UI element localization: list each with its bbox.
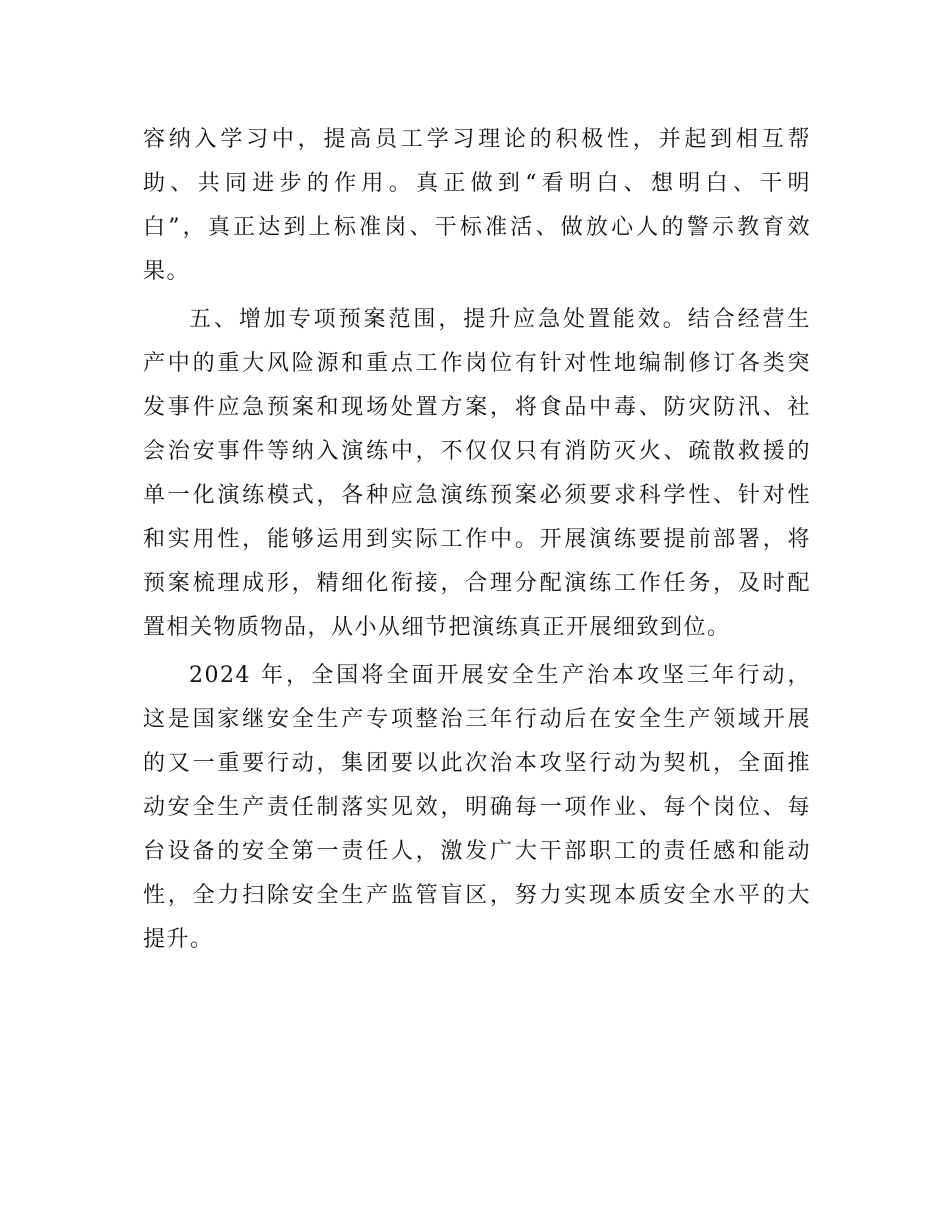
paragraph-2-line-2: 产中的重大风险源和重点工作岗位有针对性地编制修订各类突 [143,351,811,376]
paragraph-2-line-8: 置相关物质物品，从小从细节把演练真正开展细致到位。 [143,615,731,640]
paragraph-3-line-5: 台设备的安全第一责任人，激发广大干部职工的责任感和能动 [143,839,811,864]
paragraph-1-line-4: 果。 [143,259,191,284]
paragraph-1-line-1: 容纳入学习中，提高员工学习理论的积极性，并起到相互帮 [143,127,811,152]
paragraph-1-line-2: 助、共同进步的作用。真正做到“看明白、想明白、干明 [143,171,811,196]
paragraph-3-line-4: 动安全生产责任制落实见效，明确每一项作业、每个岗位、每 [143,795,811,820]
paragraph-2-line-5: 单一化演练模式，各种应急演练预案必须要求科学性、针对性 [143,483,811,508]
paragraph-3-line-2: 这是国家继安全生产专项整治三年行动后在安全生产领域开展 [143,707,811,732]
paragraph-2-line-1: 五、增加专项预案范围，提升应急处置能效。结合经营生 [189,307,811,332]
paragraph-3-line-6: 性，全力扫除安全生产监管盲区，努力实现本质安全水平的大 [143,883,811,908]
paragraph-2-line-3: 发事件应急预案和现场处置方案，将食品中毒、防灾防汛、社 [143,395,811,420]
paragraph-3-line-7: 提升。 [143,927,214,952]
paragraph-2-line-4: 会治安事件等纳入演练中，不仅仅只有消防灭火、疏散救援的 [143,439,811,464]
paragraph-3-line-3: 的又一重要行动，集团要以此次治本攻坚行动为契机，全面推 [143,751,811,776]
paragraph-1-line-3: 白”，真正达到上标准岗、干标准活、做放心人的警示教育效 [143,215,811,240]
paragraph-3-line-1: 2024 年，全国将全面开展安全生产治本攻坚三年行动， [189,663,811,688]
paragraph-2-line-6: 和实用性，能够运用到实际工作中。开展演练要提前部署，将 [143,527,811,552]
paragraph-2-line-7: 预案梳理成形，精细化衔接，合理分配演练工作任务，及时配 [143,571,811,596]
